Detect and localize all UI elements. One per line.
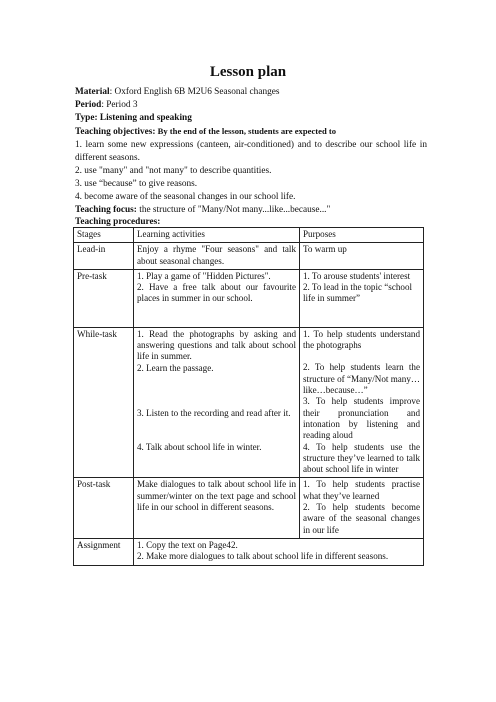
table-row: [74, 243, 424, 270]
focus-line: [75, 204, 435, 217]
table-header-row: [74, 228, 424, 243]
stage-cell: Pre-task: [74, 269, 134, 327]
header-activities: Learning activities: [134, 228, 300, 243]
activity-cell: [134, 327, 300, 478]
stage-cell: Lead-in: [74, 243, 134, 270]
activity-item: 4. Talk about school life in winter.: [137, 442, 262, 453]
purpose-cell: [300, 478, 424, 538]
assignment-cell: [134, 538, 424, 565]
focus-value: the structure of "Many/Not many...like...because...": [136, 205, 331, 215]
activity-cell: Enjoy a rhyme "Four seasons" and talk about seasonal changes.: [134, 243, 300, 270]
stage-cell: Post-task: [74, 478, 134, 538]
purpose-cell: To warm up: [300, 243, 424, 270]
activity-cell: Make dialogues to talk about school life in summer/winter on the text page and school life in our school in different seasons.: [134, 478, 300, 538]
table-row: [74, 538, 424, 565]
page-title: Lesson plan: [209, 64, 287, 80]
purpose-item: 2. To help students become aware of the seasonal changes in our life: [303, 502, 420, 535]
objective-item: 1. learn some new expressions (canteen, air-conditioned) and to describe our school life in different seasons.: [75, 140, 427, 163]
type-label: Type: Listening and speaking: [75, 113, 192, 123]
purpose-cell: [300, 327, 424, 478]
activity-item: 1. Read the photographs by asking and answering questions and talk about school life in summer.: [137, 328, 296, 362]
table-row: [74, 327, 424, 478]
focus-label: Teaching focus:: [75, 205, 137, 215]
procedures-label: Teaching procedures:: [75, 217, 161, 227]
activity-item: 2. Learn the passage.: [137, 362, 214, 373]
stage-cell: While-task: [74, 327, 134, 478]
purpose-cell: [300, 269, 424, 327]
header-purposes: Purposes: [300, 228, 424, 243]
period-line: [75, 99, 435, 112]
activity-item: 2. Have a free talk about our favourite places in summer in our school.: [137, 282, 296, 304]
period-value: : Period 3: [101, 100, 138, 110]
material-value: : Oxford English 6B M2U6 Seasonal changes: [109, 87, 280, 97]
activity-cell: [134, 269, 300, 327]
procedures-table: [73, 227, 424, 566]
material-label: Material: [75, 87, 110, 97]
purpose-item: 1. To help students practise what they’ve learned: [303, 479, 420, 501]
table-row: [74, 269, 424, 327]
stage-cell: Assignment: [74, 538, 134, 565]
type-line: [75, 112, 435, 125]
purpose-item: 2. To help students learn the structure of “Many/Not many…like…because…”: [303, 362, 420, 396]
purpose-item: 1. To arouse students' interest: [303, 270, 411, 281]
table-row: [74, 478, 424, 538]
purpose-item: 4. To help students use the structure they’ve learned to talk about school life in winter: [303, 441, 420, 475]
objective-item: 3. use “because” to give reasons.: [75, 179, 198, 189]
assignment-item: 2. Make more dialogues to talk about school life in different seasons.: [137, 551, 389, 562]
activity-item: 3. Listen to the recording and read after it.: [137, 408, 291, 419]
objectives-intro: By the end of the lesson, students are expected to: [155, 126, 337, 136]
purpose-item: 3. To help students improve their pronunciation and intonation by listening and reading aloud: [303, 396, 420, 441]
purpose-item: 2. To lead in the topic “school life in summer”: [303, 282, 413, 304]
objective-item: 4. become aware of the seasonal changes in our school life.: [75, 192, 296, 202]
header-stages: Stages: [74, 228, 134, 243]
activity-item: 1. Play a game of "Hidden Pictures".: [137, 270, 271, 281]
objectives-label: Teaching objectives:: [75, 127, 156, 137]
period-label: Period: [75, 100, 102, 110]
objectives-heading: [75, 125, 435, 139]
material-line: [75, 86, 435, 99]
purpose-item: 1. To help students understand the photographs: [303, 328, 420, 351]
objective-item: 2. use "many" and "not many" to describe quantities.: [75, 166, 272, 176]
assignment-item: 1. Copy the text on Page42.: [137, 539, 238, 550]
